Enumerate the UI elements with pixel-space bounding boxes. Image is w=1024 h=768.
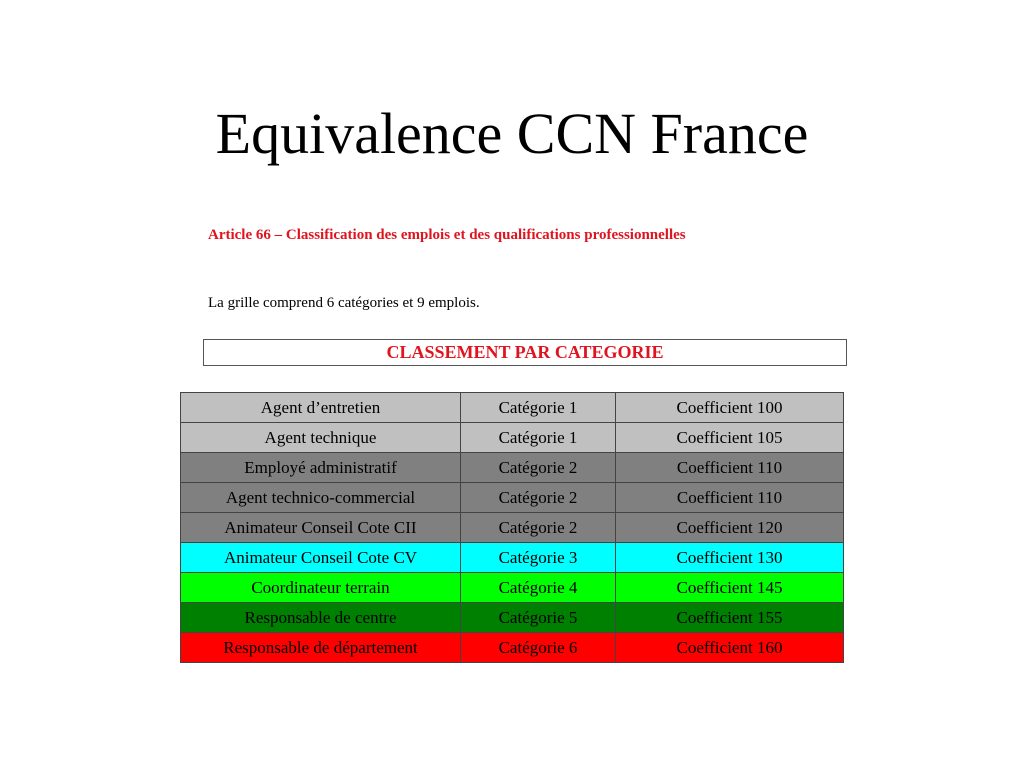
categorie-cell: Catégorie 2 — [461, 483, 616, 512]
table-row — [181, 423, 843, 453]
categorie-cell: Catégorie 2 — [461, 513, 616, 542]
emploi-cell: Employé administratif — [181, 453, 461, 482]
emploi-cell: Coordinateur terrain — [181, 573, 461, 602]
emploi-cell: Animateur Conseil Cote CV — [181, 543, 461, 572]
categorie-cell: Catégorie 2 — [461, 453, 616, 482]
coefficient-cell: Coefficient 105 — [676, 428, 783, 447]
emploi-cell: Agent d’entretien — [181, 393, 461, 422]
table-row — [181, 573, 843, 603]
categorie-cell: Catégorie 6 — [461, 633, 616, 662]
emploi-cell: Agent technico-commercial — [181, 483, 461, 512]
categorie-cell: Catégorie 1 — [461, 423, 616, 452]
categorie-cell: Catégorie 4 — [461, 573, 616, 602]
table-row — [181, 513, 843, 543]
coefficient-cell: Coefficient 160 — [676, 638, 783, 657]
coefficient-cell: Coefficient 110 — [676, 458, 783, 477]
emploi-cell: Animateur Conseil Cote CII — [181, 513, 461, 542]
classification-table — [180, 392, 844, 663]
intro-text: La grille comprend 6 catégories et 9 emplois. — [208, 295, 480, 311]
coefficient-cell: Coefficient 145 — [676, 578, 783, 597]
emploi-cell: Responsable de département — [181, 633, 461, 662]
coefficient-cell: Coefficient 155 — [676, 608, 783, 627]
coefficient-cell: Coefficient 120 — [676, 518, 783, 537]
emploi-cell: Responsable de centre — [181, 603, 461, 632]
table-row — [181, 603, 843, 633]
table-row — [181, 393, 843, 423]
coefficient-cell: Coefficient 100 — [676, 398, 783, 417]
coefficient-cell: Coefficient 110 — [676, 488, 783, 507]
article-heading: Article 66 – Classification des emplois et des qualifications professionnelles — [208, 227, 686, 243]
table-row — [181, 543, 843, 573]
emploi-cell: Agent technique — [181, 423, 461, 452]
categorie-cell: Catégorie 1 — [461, 393, 616, 422]
page-title: Equivalence CCN France — [215, 101, 809, 166]
table-row — [181, 453, 843, 483]
categorie-cell: Catégorie 3 — [461, 543, 616, 572]
table-row — [181, 483, 843, 513]
coefficient-cell: Coefficient 130 — [676, 548, 783, 567]
table-row — [181, 633, 843, 662]
categorie-cell: Catégorie 5 — [461, 603, 616, 632]
classement-header: CLASSEMENT PAR CATEGORIE — [203, 339, 847, 366]
